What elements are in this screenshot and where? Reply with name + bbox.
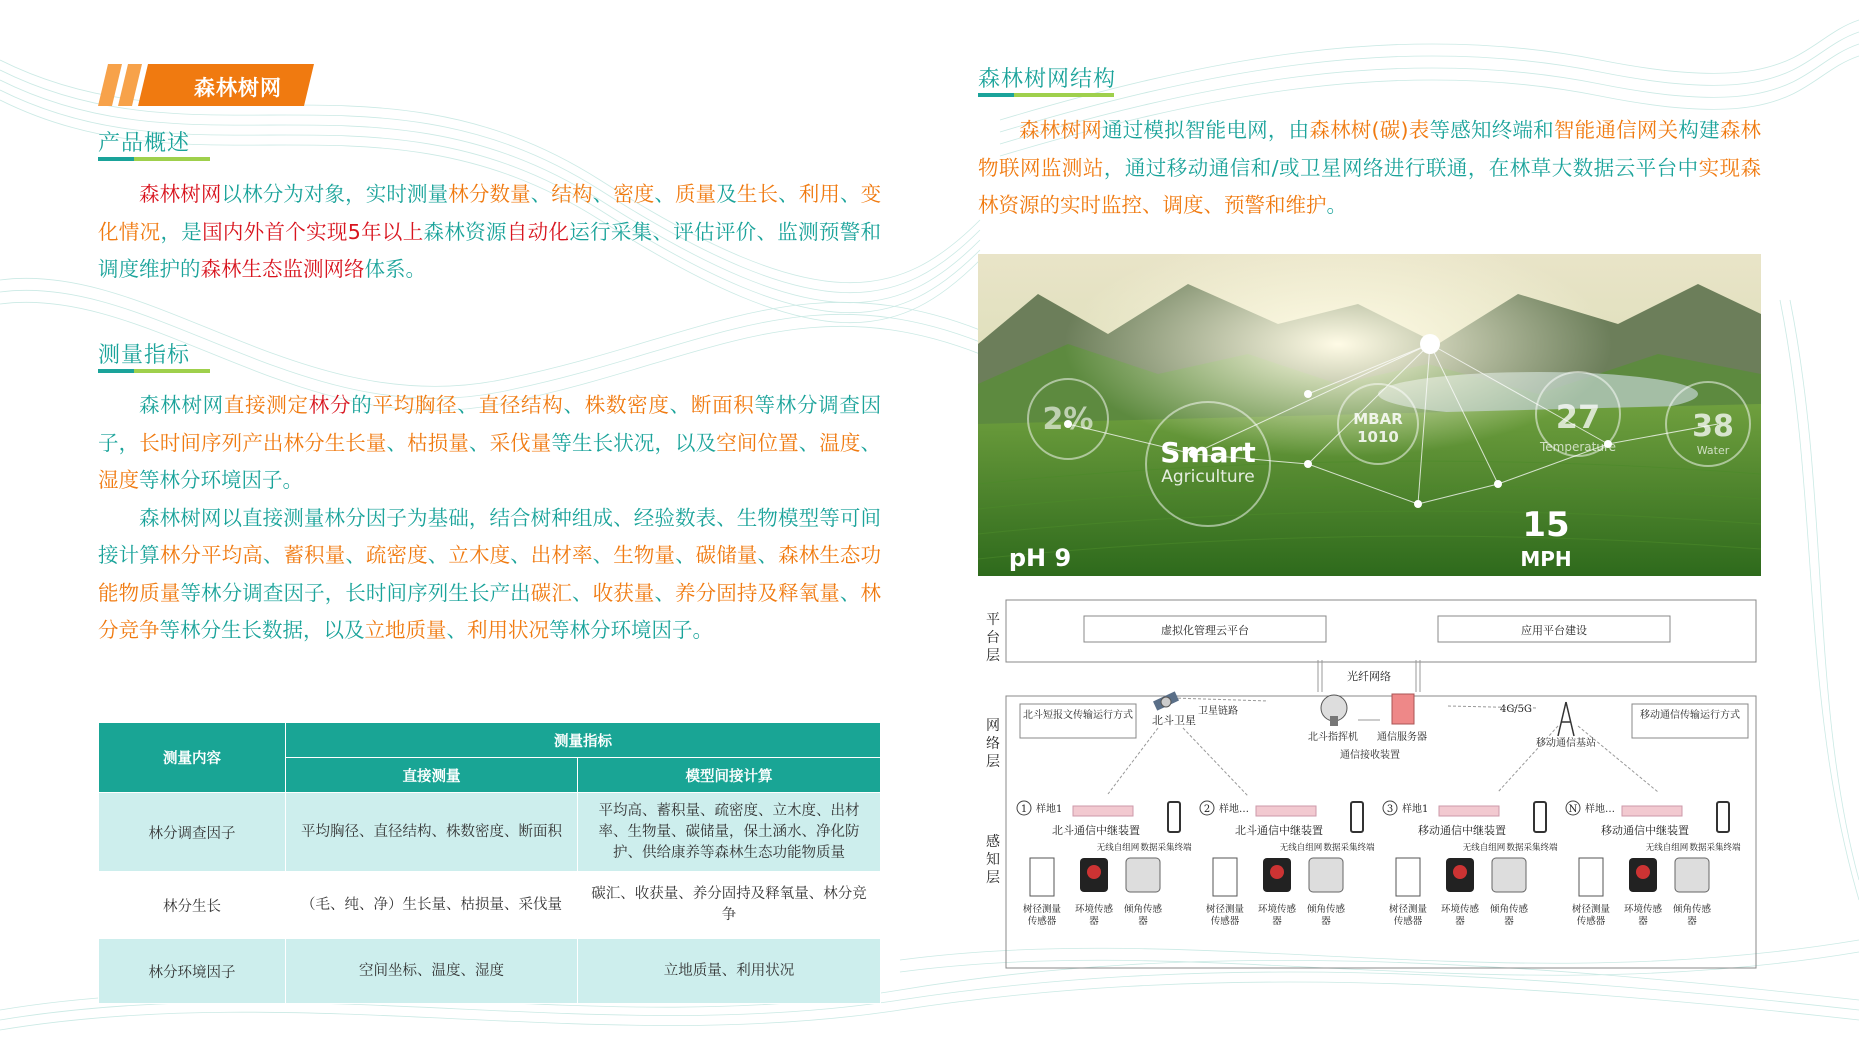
svg-text:器: 器 xyxy=(1687,916,1697,927)
text-segment: 等生长状况，以及 xyxy=(551,430,717,455)
tilt-sensor-icon xyxy=(1675,858,1709,892)
text-segment: 以林分为对象，实时测量 xyxy=(221,182,449,206)
text-segment: ，是 xyxy=(160,219,203,244)
text-segment: 、 xyxy=(468,430,490,455)
text-segment: 空间位置 xyxy=(716,430,799,455)
metrics-underline-green xyxy=(134,369,210,373)
text-segment: 实现森林资源的实时监控、调度、预警和维护 xyxy=(978,155,1762,217)
svg-text:传感器: 传感器 xyxy=(1576,916,1606,927)
dbh-sensor-label: 树径测量 xyxy=(1571,904,1611,915)
table-cell-direct: （毛、纯、净）生长量、枯损量、采伐量 xyxy=(286,872,578,939)
tilt-sensor-icon xyxy=(1492,858,1526,892)
text-segment: 长时间序列产出 xyxy=(139,430,284,455)
dbh-sensor-label: 树径测量 xyxy=(1205,904,1245,915)
env-sensor-label: 环境传感 xyxy=(1440,904,1480,915)
commander-label: 北斗指挥机 xyxy=(1308,732,1358,743)
overview-heading: 产品概述 xyxy=(98,131,191,156)
metrics-table xyxy=(98,722,881,1004)
text-segment: 、 xyxy=(563,393,585,417)
text-segment: 出材率 xyxy=(530,543,593,567)
text-segment: 及 xyxy=(716,182,737,206)
base-station-icon xyxy=(1558,702,1574,736)
tilt-sensor-label: 倾角传感 xyxy=(1489,904,1529,915)
text-segment: 森林生态功能物质量 xyxy=(98,543,882,605)
text-segment: 、 xyxy=(675,543,696,567)
text-segment: 断面积 xyxy=(690,393,755,417)
text-segment: 自动化 xyxy=(506,219,570,244)
plot-name: 样地1 xyxy=(1036,804,1063,815)
svg-text:器: 器 xyxy=(1504,916,1514,927)
photo-water-label: Water xyxy=(1696,444,1730,457)
text-segment: 、 xyxy=(345,543,366,567)
metrics-paragraphs xyxy=(98,387,881,650)
svg-text:器: 器 xyxy=(1455,916,1465,927)
text-segment: 碳储量 xyxy=(695,543,758,567)
dbh-sensor-label: 树径测量 xyxy=(1022,904,1062,915)
text-segment: 疏密度 xyxy=(365,543,428,567)
text-segment: 密度 xyxy=(613,182,655,206)
satellite-icon xyxy=(1153,691,1179,710)
receiver-label: 通信接收装置 xyxy=(1340,750,1400,761)
dbh-sensor-icon xyxy=(1030,858,1054,896)
svg-text:传感器: 传感器 xyxy=(1393,916,1423,927)
cloud-platform-label: 虚拟化管理云平台 xyxy=(1161,624,1249,637)
plot-number: 1 xyxy=(1020,804,1028,815)
text-segment: 等林分调查因子，长时间序列生长产出 xyxy=(180,580,531,605)
svg-text:层: 层 xyxy=(986,754,1000,770)
text-segment: 生长 xyxy=(736,182,779,206)
tilt-sensor-icon xyxy=(1309,858,1343,892)
plot-group xyxy=(1017,801,1192,927)
text-segment: 利用 xyxy=(798,182,840,206)
photo-water-value: 38 xyxy=(1692,409,1734,444)
text-segment: 、 xyxy=(592,182,614,206)
plot-group xyxy=(1566,801,1741,927)
table-row xyxy=(99,939,881,1004)
env-sensor-label: 环境传感 xyxy=(1074,904,1114,915)
svg-text:感: 感 xyxy=(986,834,1000,850)
table-cell-direct: 平均胸径、直径结构、株数密度、断面积 xyxy=(286,793,578,872)
photo-speed-unit: MPH xyxy=(1520,547,1572,571)
text-segment: 变化情况 xyxy=(98,182,882,244)
tilt-sensor-label: 倾角传感 xyxy=(1672,904,1712,915)
text-segment: 等林分调查因子， xyxy=(98,393,882,455)
text-segment: 森林树网 xyxy=(1019,118,1102,142)
text-segment: 构建 xyxy=(1678,118,1720,142)
text-segment: 生物量 xyxy=(613,543,676,567)
photo-temp-label: Temperature xyxy=(1539,440,1617,454)
text-segment: 采伐量 xyxy=(489,430,552,455)
plot-groups xyxy=(1017,801,1741,927)
metrics-text-2 xyxy=(98,500,881,650)
text-segment: 等林分环境因子。 xyxy=(549,618,713,642)
text-segment: 。 xyxy=(1326,193,1347,217)
terminal-icon xyxy=(1717,802,1729,832)
table-cell-model: 碳汇、收获量、养分固持及释氧量、林分竞争 xyxy=(578,872,881,939)
overview-paragraph xyxy=(98,176,881,289)
text-segment: 收获量 xyxy=(592,580,655,605)
plot-group xyxy=(1383,801,1558,927)
text-segment: 林分 xyxy=(308,393,352,417)
text-segment: 养分固持及释氧量 xyxy=(675,580,840,605)
text-segment: 等林分生长数据，以及 xyxy=(159,618,365,642)
text-segment: 、 xyxy=(654,182,676,206)
platform-layer-box xyxy=(1006,600,1756,662)
plot-number: N xyxy=(1568,804,1578,815)
plot-relay: 北斗通信中继装置 xyxy=(1052,824,1140,837)
text-segment: 林分平均高 xyxy=(159,543,263,567)
fiber-label: 光纤网络 xyxy=(1347,670,1391,683)
text-segment: 、 xyxy=(860,430,882,455)
dbh-sensor-icon xyxy=(1213,858,1237,896)
text-segment: 、 xyxy=(510,543,531,567)
text-segment: ，通过移动通信和/或卫星网络进行联通，在林草大数据云平台中 xyxy=(1103,155,1699,180)
text-segment: 等感知终端和 xyxy=(1429,118,1554,142)
metrics-heading: 测量指标 xyxy=(98,343,191,368)
server-icon xyxy=(1392,694,1414,724)
svg-text:台: 台 xyxy=(986,630,1000,646)
tilt-sensor-icon xyxy=(1126,858,1160,892)
photo-temp-value: 27 xyxy=(1555,398,1601,436)
text-segment: 立木度 xyxy=(448,543,511,567)
plot-group xyxy=(1200,801,1375,927)
svg-text:平: 平 xyxy=(986,612,1000,628)
text-segment: 、 xyxy=(457,393,479,417)
metrics-underline-teal xyxy=(98,369,134,373)
text-segment: 、 xyxy=(386,430,408,455)
plot-wireless: 无线自组网 xyxy=(1096,843,1140,853)
terminal-icon xyxy=(1351,802,1363,832)
plot-relay: 移动通信中继装置 xyxy=(1418,824,1506,837)
plot-terminal: 数据采集终端 xyxy=(1140,843,1192,853)
text-segment: 平均胸径 xyxy=(372,393,458,417)
plot-terminal: 数据采集终端 xyxy=(1506,843,1558,853)
photo-smart: Smart xyxy=(1160,436,1256,469)
text-segment: 、 xyxy=(530,182,552,206)
table-cell-name: 林分调查因子 xyxy=(99,793,286,872)
text-segment: 蓄积量 xyxy=(283,543,346,567)
text-segment: 、 xyxy=(427,543,449,567)
structure-paragraph xyxy=(978,112,1761,225)
text-segment: 湿度 xyxy=(98,468,139,492)
structure-underline-green xyxy=(1014,93,1114,97)
text-segment: 立地质量 xyxy=(364,618,447,642)
structure-underline-teal xyxy=(978,93,1014,97)
svg-text:器: 器 xyxy=(1272,916,1282,927)
table-header-model: 模型间接计算 xyxy=(578,758,881,793)
dbh-sensor-icon xyxy=(1579,858,1603,896)
text-segment: 林分生长量 xyxy=(283,430,387,455)
structure-text xyxy=(978,112,1761,225)
sat-link-label-1: 卫星链路 xyxy=(1198,706,1238,717)
text-segment: 结构 xyxy=(551,182,593,206)
svg-text:知: 知 xyxy=(986,852,1000,868)
smart-agriculture-image xyxy=(978,254,1761,576)
table-row xyxy=(99,872,881,939)
text-segment: 林分数量 xyxy=(448,182,531,206)
text-segment: 、 xyxy=(778,182,799,206)
tilt-sensor-label: 倾角传感 xyxy=(1123,904,1163,915)
text-segment: 、 xyxy=(839,580,861,605)
photo-pct: 2% xyxy=(1042,402,1094,437)
plot-name: 样地… xyxy=(1219,804,1249,815)
terminal-icon xyxy=(1168,802,1180,832)
text-segment: 智能通信网关 xyxy=(1553,118,1679,142)
svg-text:络: 络 xyxy=(986,736,1000,752)
mobile-mode-label: 移动通信传输运行方式 xyxy=(1640,710,1740,721)
table-cell-name: 林分环境因子 xyxy=(99,939,286,1004)
text-segment: 森林树网 xyxy=(139,393,224,417)
base-station-label: 移动通信基站 xyxy=(1536,738,1596,749)
overview-text xyxy=(98,176,881,289)
beidou-mode-label: 北斗短报文传输运行方式 xyxy=(1023,710,1133,721)
text-segment: 利用状况 xyxy=(467,618,549,642)
text-segment: 森林树网 xyxy=(139,182,222,206)
svg-text:器: 器 xyxy=(1638,916,1648,927)
text-segment: 温度 xyxy=(819,430,861,455)
table-cell-name: 林分生长 xyxy=(99,872,286,939)
plot-terminal: 数据采集终端 xyxy=(1689,843,1741,853)
table-header-metrics: 测量指标 xyxy=(286,723,881,758)
text-segment: 、 xyxy=(446,618,467,642)
env-sensor-label: 环境传感 xyxy=(1257,904,1297,915)
text-segment: 森林生态监测网络 xyxy=(200,257,365,281)
text-segment: 森林资源 xyxy=(423,219,507,244)
text-segment: 、 xyxy=(654,580,676,605)
text-segment: 森林树网以直接测量林分因子为基础，结合树种组成、经验数表、生物模型等可间接计算 xyxy=(98,505,881,567)
svg-text:传感器: 传感器 xyxy=(1210,916,1240,927)
plot-wireless: 无线自组网 xyxy=(1645,843,1689,853)
terminal-icon xyxy=(1534,802,1546,832)
plot-number: 3 xyxy=(1386,804,1394,815)
photo-speed-value: 15 xyxy=(1522,505,1570,545)
text-segment: 、 xyxy=(669,393,691,417)
text-segment: 森林树(碳)表 xyxy=(1309,118,1430,142)
plot-terminal: 数据采集终端 xyxy=(1323,843,1375,853)
tilt-sensor-label: 倾角传感 xyxy=(1306,904,1346,915)
table-cell-model: 平均高、蓄积量、疏密度、立木度、出材率、生物量、碳储量，保土涵水、净化防护、供给康养等森林生态功能物质量 xyxy=(578,793,881,872)
dbh-sensor-icon xyxy=(1396,858,1420,896)
photo-mbar-label: MBAR xyxy=(1353,410,1403,428)
overview-underline-green xyxy=(134,157,210,161)
text-segment: 通过模拟智能电网，由 xyxy=(1101,118,1310,142)
table-cell-direct: 空间坐标、温度、湿度 xyxy=(286,939,578,1004)
table-header-content: 测量内容 xyxy=(99,723,286,793)
svg-text:器: 器 xyxy=(1321,916,1331,927)
svg-text:层: 层 xyxy=(986,870,1000,886)
photo-mbar-value: 1010 xyxy=(1357,428,1399,446)
text-segment: 林分竞争 xyxy=(98,580,882,642)
overview-underline-teal xyxy=(98,157,134,161)
text-segment: 、 xyxy=(572,580,593,605)
text-segment: 、 xyxy=(757,543,779,567)
env-sensor-label: 环境传感 xyxy=(1623,904,1663,915)
text-segment: 直接测定 xyxy=(223,393,309,417)
svg-text:层: 层 xyxy=(986,648,1000,664)
text-segment: 、 xyxy=(592,543,614,567)
text-segment: 的 xyxy=(351,393,373,417)
plot-name: 样地1 xyxy=(1402,804,1429,815)
text-segment: 体系。 xyxy=(364,257,426,281)
text-segment: 、 xyxy=(840,182,861,206)
svg-text:传感器: 传感器 xyxy=(1027,916,1057,927)
text-segment: 国内外首个实现5年以上 xyxy=(202,219,424,244)
table-row xyxy=(99,793,881,872)
table-header-direct: 直接测量 xyxy=(286,758,578,793)
banner-title: 森林树网 xyxy=(194,76,282,100)
metrics-text-1 xyxy=(98,387,881,500)
architecture-diagram xyxy=(978,596,1761,976)
satellite-label: 北斗卫星 xyxy=(1152,714,1196,727)
svg-text:器: 器 xyxy=(1089,916,1099,927)
text-segment: 直径结构 xyxy=(478,393,564,417)
photo-agriculture: Agriculture xyxy=(1161,467,1255,487)
text-segment: 森林物联网监测站 xyxy=(978,118,1762,180)
dbh-sensor-label: 树径测量 xyxy=(1388,904,1428,915)
table-cell-model: 立地质量、利用状况 xyxy=(578,939,881,1004)
text-segment: 枯损量 xyxy=(407,430,469,455)
lte-label: 4G/5G xyxy=(1499,704,1533,715)
comm-server-label: 通信服务器 xyxy=(1377,732,1427,743)
text-segment: 、 xyxy=(262,543,284,567)
svg-text:器: 器 xyxy=(1138,916,1148,927)
plot-number: 2 xyxy=(1203,804,1211,815)
plot-wireless: 无线自组网 xyxy=(1462,843,1506,853)
text-segment: 质量 xyxy=(675,182,717,206)
plot-relay: 北斗通信中继装置 xyxy=(1235,824,1323,837)
plot-name: 样地… xyxy=(1585,804,1615,815)
text-segment: 运行采集、评估评价、监测预警和调度维护的 xyxy=(98,219,882,281)
photo-ph: pH 9 xyxy=(1008,544,1072,572)
text-segment: 、 xyxy=(798,430,820,455)
svg-text:网: 网 xyxy=(986,718,1000,734)
structure-heading: 森林树网结构 xyxy=(978,67,1117,92)
text-segment: 碳汇 xyxy=(530,580,572,605)
text-segment: 等林分环境因子。 xyxy=(139,468,303,492)
plot-wireless: 无线自组网 xyxy=(1279,843,1323,853)
text-segment: 株数密度 xyxy=(584,393,670,417)
commander-icon xyxy=(1321,695,1347,726)
plot-relay: 移动通信中继装置 xyxy=(1601,824,1689,837)
app-platform-label: 应用平台建设 xyxy=(1521,624,1587,637)
